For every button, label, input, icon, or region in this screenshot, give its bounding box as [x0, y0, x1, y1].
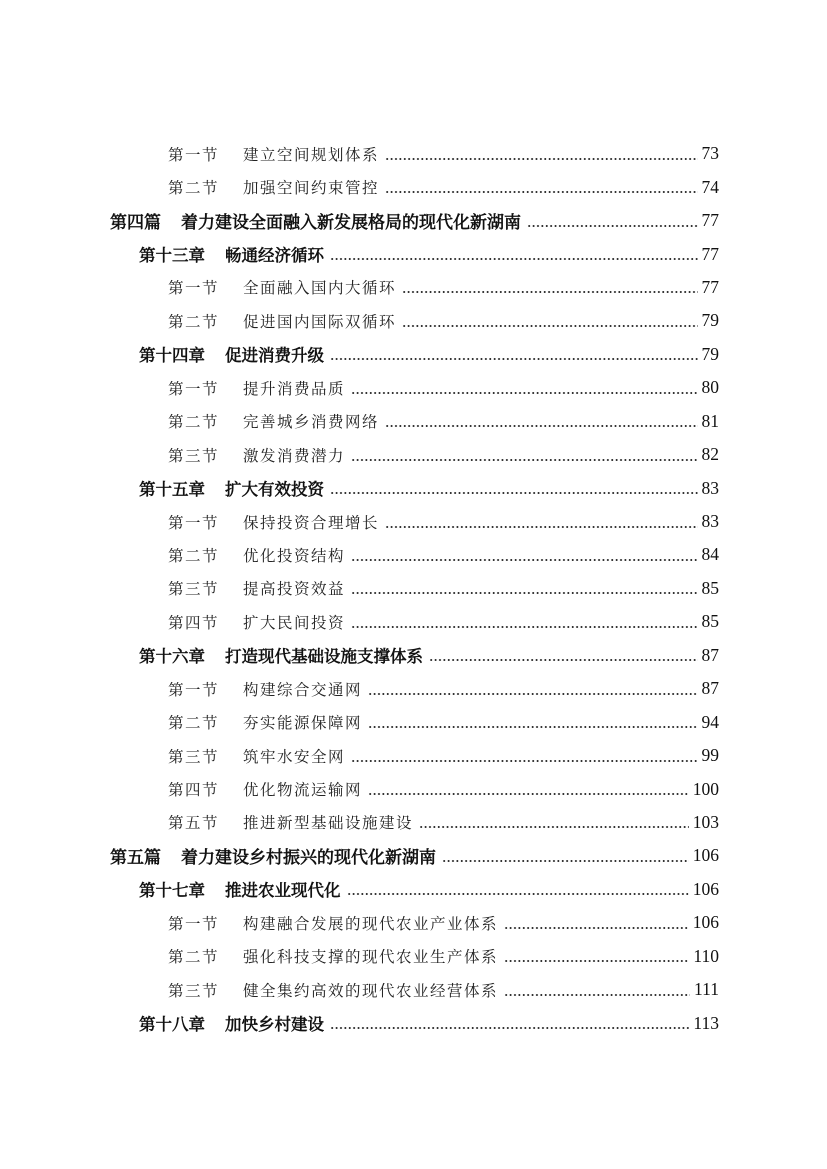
entry-title: 健全集约高效的现代农业经营体系 [243, 981, 499, 1000]
page-number: 100 [692, 778, 719, 799]
entry-title: 提升消费品质 [243, 379, 346, 398]
dot-leader [419, 820, 689, 836]
dot-leader [351, 552, 697, 568]
page-number: 79 [701, 343, 719, 364]
dot-leader [330, 1020, 689, 1037]
entry-title: 全面融入国内大循环 [243, 279, 397, 298]
dot-leader [385, 184, 697, 200]
toc-entry-part[interactable] [0, 839, 827, 872]
toc-entry-section[interactable] [0, 505, 827, 538]
entry-number: 第十三章 [139, 246, 205, 266]
entry-number: 第五节 [168, 814, 220, 833]
dot-leader [385, 519, 697, 535]
toc-entry-section[interactable] [0, 405, 827, 438]
entry-number: 第十七章 [139, 881, 205, 901]
page-number: 77 [701, 276, 719, 297]
toc-entry-chapter[interactable] [0, 639, 827, 672]
page-number: 73 [701, 143, 719, 164]
entry-title: 畅通经济循环 [225, 246, 324, 266]
entry-number: 第五篇 [110, 848, 161, 869]
entry-number: 第二节 [168, 179, 220, 198]
entry-title: 着力建设乡村振兴的现代化新湖南 [181, 848, 436, 869]
dot-leader [351, 586, 697, 602]
entry-number: 第一节 [168, 279, 220, 298]
entry-number: 第十四章 [139, 346, 205, 366]
entry-title: 加快乡村建设 [225, 1015, 324, 1035]
dot-leader [402, 318, 697, 334]
toc-entry-section[interactable] [0, 538, 827, 571]
entry-title: 扩大民间投资 [243, 613, 346, 632]
entry-title: 构建综合交通网 [243, 680, 363, 699]
entry-number: 第二节 [168, 948, 220, 967]
page-number: 113 [693, 1012, 719, 1033]
page-number: 110 [693, 945, 719, 966]
dot-leader [368, 719, 697, 735]
entry-title: 促进国内国际双循环 [243, 312, 397, 331]
entry-number: 第二节 [168, 413, 220, 432]
entry-number: 第三节 [168, 446, 220, 465]
dot-leader [504, 920, 689, 936]
toc-entry-section[interactable] [0, 672, 827, 705]
entry-number: 第一节 [168, 914, 220, 933]
dot-leader [527, 217, 698, 234]
page-number: 106 [692, 912, 719, 933]
entry-title: 着力建设全面融入新发展格局的现代化新湖南 [181, 213, 521, 234]
page-number: 84 [701, 544, 719, 565]
entry-number: 第十八章 [139, 1015, 205, 1035]
toc-entry-section[interactable] [0, 304, 827, 337]
entry-number: 第一节 [168, 680, 220, 699]
dot-leader [504, 953, 689, 969]
page-number: 83 [701, 477, 719, 498]
toc-entry-section[interactable] [0, 137, 827, 170]
dot-leader [385, 418, 697, 434]
entry-title: 促进消费升级 [225, 346, 324, 366]
entry-number: 第二节 [168, 312, 220, 331]
page-number: 80 [701, 377, 719, 398]
toc-entry-section[interactable] [0, 572, 827, 605]
dot-leader [351, 753, 697, 769]
entry-number: 第三节 [168, 981, 220, 1000]
toc-entry-section[interactable] [0, 170, 827, 203]
page-number: 85 [701, 577, 719, 598]
entry-title: 强化科技支撑的现代农业生产体系 [243, 948, 499, 967]
page-number: 87 [701, 644, 719, 665]
dot-leader [442, 852, 689, 869]
page-number: 74 [701, 176, 719, 197]
page-number: 106 [692, 845, 719, 866]
toc-entry-section[interactable] [0, 973, 827, 1006]
entry-title: 优化投资结构 [243, 546, 346, 565]
toc-entry-chapter[interactable] [0, 471, 827, 504]
page-number: 79 [701, 310, 719, 331]
entry-number: 第十五章 [139, 480, 205, 500]
entry-number: 第三节 [168, 747, 220, 766]
page-number: 94 [701, 711, 719, 732]
entry-title: 提高投资效益 [243, 580, 346, 599]
toc-entry-section[interactable] [0, 806, 827, 839]
page-number: 77 [701, 243, 719, 264]
dot-leader [330, 251, 698, 268]
entry-number: 第二节 [168, 714, 220, 733]
entry-title: 优化物流运输网 [243, 781, 363, 800]
dot-leader [368, 686, 697, 702]
dot-leader [504, 987, 690, 1003]
page-number: 77 [701, 210, 719, 231]
dot-leader [351, 619, 697, 635]
table-of-contents [0, 137, 827, 1040]
page-number: 87 [701, 678, 719, 699]
toc-entry-section[interactable] [0, 371, 827, 404]
page-number: 82 [701, 444, 719, 465]
entry-title: 夯实能源保障网 [243, 714, 363, 733]
entry-title: 建立空间规划体系 [243, 145, 380, 164]
entry-title: 筑牢水安全网 [243, 747, 346, 766]
page-number: 106 [692, 878, 719, 899]
entry-title: 完善城乡消费网络 [243, 413, 380, 432]
entry-number: 第三节 [168, 580, 220, 599]
dot-leader [402, 285, 697, 301]
dot-leader [330, 351, 698, 368]
entry-number: 第二节 [168, 546, 220, 565]
entry-title: 激发消费潜力 [243, 446, 346, 465]
page-number: 85 [701, 611, 719, 632]
entry-title: 构建融合发展的现代农业产业体系 [243, 914, 499, 933]
dot-leader [368, 786, 689, 802]
dot-leader [330, 485, 698, 502]
toc-entry-section[interactable] [0, 906, 827, 939]
toc-entry-chapter[interactable] [0, 338, 827, 371]
toc-entry-section[interactable] [0, 772, 827, 805]
entry-title: 打造现代基础设施支撑体系 [225, 647, 423, 667]
entry-title: 推进农业现代化 [225, 881, 341, 901]
entry-number: 第一节 [168, 513, 220, 532]
toc-entry-chapter[interactable] [0, 873, 827, 906]
entry-number: 第一节 [168, 379, 220, 398]
toc-entry-section[interactable] [0, 271, 827, 304]
entry-number: 第四篇 [110, 213, 161, 234]
toc-entry-part[interactable] [0, 204, 827, 237]
entry-title: 保持投资合理增长 [243, 513, 380, 532]
entry-number: 第十六章 [139, 647, 205, 667]
toc-entry-section[interactable] [0, 438, 827, 471]
toc-entry-section[interactable] [0, 605, 827, 638]
dot-leader [351, 452, 697, 468]
toc-entry-chapter[interactable] [0, 237, 827, 270]
entry-number: 第四节 [168, 613, 220, 632]
page-number: 81 [701, 410, 719, 431]
entry-title: 加强空间约束管控 [243, 179, 380, 198]
entry-number: 第一节 [168, 145, 220, 164]
dot-leader [385, 151, 697, 167]
entry-title: 扩大有效投资 [225, 480, 324, 500]
toc-entry-section[interactable] [0, 940, 827, 973]
page-number: 103 [692, 811, 719, 832]
entry-number: 第四节 [168, 781, 220, 800]
dot-leader [429, 652, 698, 669]
page-number: 99 [701, 745, 719, 766]
page-number: 111 [694, 979, 719, 1000]
dot-leader [351, 385, 697, 401]
page-number: 83 [701, 511, 719, 532]
dot-leader [347, 886, 689, 903]
toc-entry-chapter[interactable] [0, 1006, 827, 1039]
toc-entry-section[interactable] [0, 739, 827, 772]
toc-entry-section[interactable] [0, 705, 827, 738]
entry-title: 推进新型基础设施建设 [243, 814, 414, 833]
